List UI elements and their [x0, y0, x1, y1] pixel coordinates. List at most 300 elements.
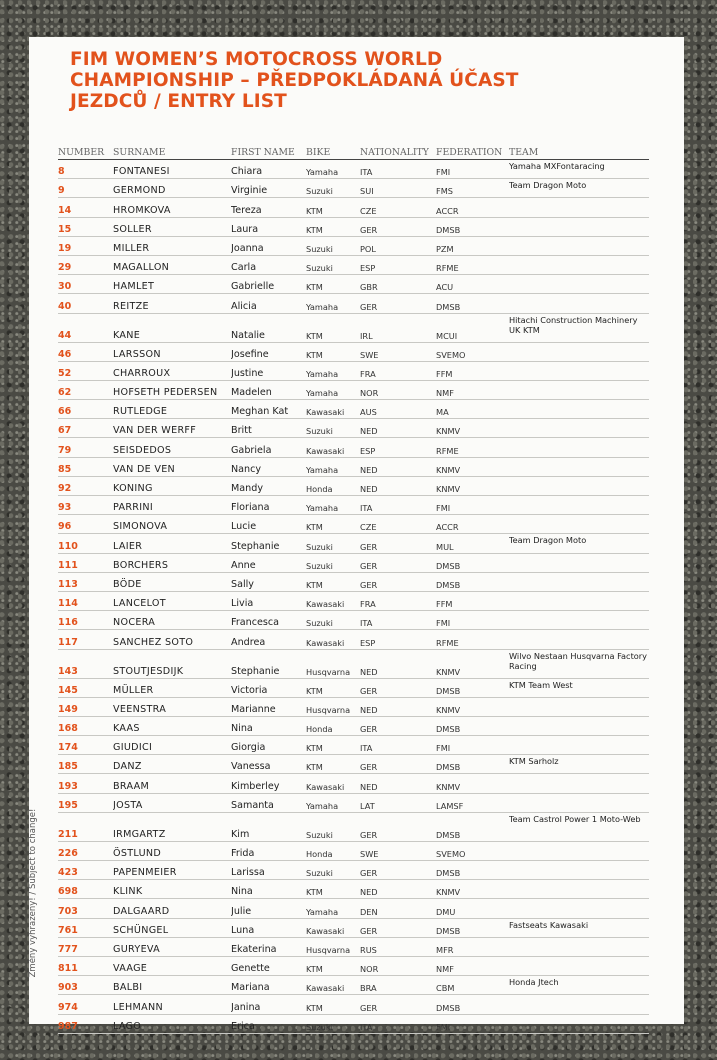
table-row	[58, 179, 649, 198]
cell-first-name: Joanna	[231, 236, 306, 255]
cell-first-name: Genette	[231, 956, 306, 975]
cell-bike: Suzuki	[306, 812, 360, 841]
table-row	[58, 736, 649, 755]
table-row	[58, 774, 649, 793]
col-header-number: NUMBER	[58, 147, 113, 160]
cell-first-name: Larissa	[231, 861, 306, 880]
cell-first-name: Giorgia	[231, 736, 306, 755]
cell-federation: ACCR	[436, 198, 509, 217]
cell-first-name: Meghan Kat	[231, 400, 306, 419]
cell-nationality: CZE	[360, 198, 436, 217]
cell-nationality: NED	[360, 774, 436, 793]
cell-team	[509, 774, 649, 793]
cell-team	[509, 400, 649, 419]
table-row	[58, 591, 649, 610]
table-row	[58, 255, 649, 274]
table-row	[58, 755, 649, 774]
table-row	[58, 313, 649, 342]
cell-team: Wilvo Nestaan Husqvarna Factory Racing	[509, 649, 649, 678]
cell-rider-number: 14	[58, 198, 113, 217]
cell-federation: MFR	[436, 937, 509, 956]
cell-first-name: Luna	[231, 918, 306, 937]
cell-surname: VEENSTRA	[113, 697, 231, 716]
cell-rider-number: 46	[58, 342, 113, 361]
cell-rider-number: 96	[58, 515, 113, 534]
table-row	[58, 976, 649, 995]
cell-federation: PZM	[436, 236, 509, 255]
cell-nationality: LAT	[360, 793, 436, 812]
table-row	[58, 275, 649, 294]
cell-federation: FFM	[436, 591, 509, 610]
cell-first-name: Nina	[231, 716, 306, 735]
table-row	[58, 793, 649, 812]
cell-bike: KTM	[306, 275, 360, 294]
cell-surname: PAPENMEIER	[113, 861, 231, 880]
cell-rider-number: 15	[58, 217, 113, 236]
cell-federation: NMF	[436, 380, 509, 399]
cell-nationality: BRA	[360, 976, 436, 995]
cell-federation: DMSB	[436, 217, 509, 236]
cell-nationality: NED	[360, 476, 436, 495]
cell-nationality: NED	[360, 419, 436, 438]
cell-first-name: Gabrielle	[231, 275, 306, 294]
cell-first-name: Ekaterina	[231, 937, 306, 956]
cell-nationality: NED	[360, 457, 436, 476]
table-row	[58, 812, 649, 841]
cell-rider-number: 79	[58, 438, 113, 457]
cell-surname: STOUTJESDIJK	[113, 649, 231, 678]
cell-surname: KAAS	[113, 716, 231, 735]
cell-federation: KNMV	[436, 774, 509, 793]
cell-nationality: GER	[360, 755, 436, 774]
cell-bike: KTM	[306, 880, 360, 899]
cell-federation: KNMV	[436, 697, 509, 716]
title-line: JEZDCŮ / ENTRY LIST	[70, 91, 287, 112]
cell-first-name: Mariana	[231, 976, 306, 995]
cell-nationality: NED	[360, 697, 436, 716]
cell-bike: KTM	[306, 342, 360, 361]
cell-surname: CHARROUX	[113, 361, 231, 380]
cell-federation: ACU	[436, 275, 509, 294]
table-row	[58, 1014, 649, 1033]
cell-federation: RFME	[436, 255, 509, 274]
cell-rider-number: 44	[58, 313, 113, 342]
cell-nationality: GER	[360, 678, 436, 697]
cell-rider-number: 777	[58, 937, 113, 956]
cell-bike: Husqvarna	[306, 649, 360, 678]
side-note: Změny vyhrazeny! / Subject to change!	[28, 808, 38, 978]
cell-nationality: FRA	[360, 361, 436, 380]
cell-first-name: Natalie	[231, 313, 306, 342]
col-header-nationality: NATIONALITY	[360, 147, 436, 160]
cell-rider-number: 114	[58, 591, 113, 610]
table-row	[58, 630, 649, 649]
cell-team: KTM Team West	[509, 678, 649, 697]
cell-surname: HROMKOVA	[113, 198, 231, 217]
cell-surname: LEHMANN	[113, 995, 231, 1014]
cell-team	[509, 611, 649, 630]
cell-rider-number: 92	[58, 476, 113, 495]
cell-bike: Yamaha	[306, 899, 360, 918]
cell-rider-number: 116	[58, 611, 113, 630]
cell-first-name: Stephanie	[231, 534, 306, 553]
table-row	[58, 918, 649, 937]
table-row	[58, 861, 649, 880]
cell-bike: Suzuki	[306, 419, 360, 438]
cell-rider-number: 193	[58, 774, 113, 793]
cell-nationality: NOR	[360, 956, 436, 975]
table-row	[58, 438, 649, 457]
table-row	[58, 236, 649, 255]
col-header-team: TEAM	[509, 147, 649, 160]
cell-surname: RUTLEDGE	[113, 400, 231, 419]
cell-federation: RFME	[436, 630, 509, 649]
title-line: CHAMPIONSHIP – PŘEDPOKLÁDANÁ ÚČAST	[70, 70, 519, 91]
cell-nationality: ITA	[360, 736, 436, 755]
table-row	[58, 553, 649, 572]
cell-team	[509, 275, 649, 294]
cell-surname: SCHÜNGEL	[113, 918, 231, 937]
cell-team	[509, 861, 649, 880]
cell-bike: Honda	[306, 476, 360, 495]
cell-federation: SVEMO	[436, 841, 509, 860]
cell-bike: Husqvarna	[306, 937, 360, 956]
table-row	[58, 476, 649, 495]
table-row	[58, 678, 649, 697]
cell-surname: KLINK	[113, 880, 231, 899]
cell-federation: ACCR	[436, 515, 509, 534]
cell-rider-number: 111	[58, 553, 113, 572]
cell-federation: FMI	[436, 496, 509, 515]
cell-nationality: DEN	[360, 899, 436, 918]
cell-first-name: Kim	[231, 812, 306, 841]
cell-first-name: Erica	[231, 1014, 306, 1033]
cell-rider-number: 113	[58, 572, 113, 591]
cell-first-name: Julie	[231, 899, 306, 918]
cell-nationality: NED	[360, 880, 436, 899]
cell-surname: SEISDEDOS	[113, 438, 231, 457]
cell-nationality: GBR	[360, 275, 436, 294]
cell-rider-number: 761	[58, 918, 113, 937]
table-row	[58, 496, 649, 515]
cell-nationality: ESP	[360, 438, 436, 457]
cell-federation: DMSB	[436, 812, 509, 841]
table-row	[58, 572, 649, 591]
cell-surname: VAAGE	[113, 956, 231, 975]
cell-rider-number: 698	[58, 880, 113, 899]
cell-rider-number: 903	[58, 976, 113, 995]
cell-surname: JOSTA	[113, 793, 231, 812]
cell-rider-number: 117	[58, 630, 113, 649]
table-row	[58, 937, 649, 956]
table-row	[58, 198, 649, 217]
cell-surname: VAN DE VEN	[113, 457, 231, 476]
cell-federation: SVEMO	[436, 342, 509, 361]
cell-rider-number: 174	[58, 736, 113, 755]
cell-federation: KNMV	[436, 457, 509, 476]
cell-bike: KTM	[306, 736, 360, 755]
cell-rider-number: 145	[58, 678, 113, 697]
cell-bike: Yamaha	[306, 294, 360, 313]
cell-federation: MA	[436, 400, 509, 419]
cell-surname: LAIER	[113, 534, 231, 553]
table-header-row	[58, 147, 649, 160]
table-row	[58, 217, 649, 236]
table-row	[58, 716, 649, 735]
cell-team	[509, 496, 649, 515]
cell-bike: Honda	[306, 716, 360, 735]
cell-surname: BORCHERS	[113, 553, 231, 572]
entry-list-table	[58, 147, 649, 1034]
cell-surname: BÖDE	[113, 572, 231, 591]
cell-bike: Kawasaki	[306, 438, 360, 457]
cell-nationality: GER	[360, 918, 436, 937]
cell-federation: DMSB	[436, 553, 509, 572]
cell-first-name: Lucie	[231, 515, 306, 534]
cell-first-name: Tereza	[231, 198, 306, 217]
cell-team	[509, 515, 649, 534]
cell-first-name: Carla	[231, 255, 306, 274]
cell-bike: Kawasaki	[306, 976, 360, 995]
cell-bike: Husqvarna	[306, 697, 360, 716]
cell-nationality: ESP	[360, 630, 436, 649]
cell-team	[509, 716, 649, 735]
cell-team	[509, 294, 649, 313]
cell-first-name: Janina	[231, 995, 306, 1014]
cell-federation: DMSB	[436, 918, 509, 937]
cell-nationality: ITA	[360, 496, 436, 515]
cell-team	[509, 841, 649, 860]
cell-nationality: SWE	[360, 342, 436, 361]
cell-rider-number: 211	[58, 812, 113, 841]
cell-nationality: CZE	[360, 515, 436, 534]
cell-rider-number: 195	[58, 793, 113, 812]
cell-rider-number: 93	[58, 496, 113, 515]
cell-team: Team Dragon Moto	[509, 534, 649, 553]
cell-bike: Kawasaki	[306, 918, 360, 937]
table-row	[58, 534, 649, 553]
cell-nationality: GER	[360, 716, 436, 735]
cell-first-name: Mandy	[231, 476, 306, 495]
table-row	[58, 361, 649, 380]
cell-first-name: Livia	[231, 591, 306, 610]
col-header-federation: FEDERATION	[436, 147, 509, 160]
cell-rider-number: 811	[58, 956, 113, 975]
cell-bike: Suzuki	[306, 861, 360, 880]
cell-bike: KTM	[306, 515, 360, 534]
cell-bike: Suzuki	[306, 255, 360, 274]
cell-surname: DANZ	[113, 755, 231, 774]
cell-first-name: Alicia	[231, 294, 306, 313]
cell-first-name: Laura	[231, 217, 306, 236]
table-row	[58, 457, 649, 476]
cell-rider-number: 67	[58, 419, 113, 438]
cell-rider-number: 8	[58, 160, 113, 179]
cell-team	[509, 553, 649, 572]
cell-team	[509, 956, 649, 975]
cell-team	[509, 342, 649, 361]
table-row	[58, 342, 649, 361]
cell-bike: KTM	[306, 678, 360, 697]
cell-surname: MAGALLON	[113, 255, 231, 274]
table-row	[58, 956, 649, 975]
cell-federation: CBM	[436, 976, 509, 995]
cell-rider-number: 143	[58, 649, 113, 678]
cell-bike: Kawasaki	[306, 630, 360, 649]
cell-bike: Suzuki	[306, 534, 360, 553]
cell-nationality: GER	[360, 812, 436, 841]
cell-team	[509, 793, 649, 812]
cell-bike: KTM	[306, 995, 360, 1014]
cell-nationality: NOR	[360, 380, 436, 399]
cell-federation: KNMV	[436, 419, 509, 438]
cell-federation: KNMV	[436, 476, 509, 495]
cell-federation: DMSB	[436, 716, 509, 735]
cell-team	[509, 937, 649, 956]
cell-federation: FMS	[436, 179, 509, 198]
cell-first-name: Josefine	[231, 342, 306, 361]
cell-rider-number: 703	[58, 899, 113, 918]
cell-team: Team Castrol Power 1 Moto-Web	[509, 812, 649, 841]
cell-bike: Suzuki	[306, 236, 360, 255]
cell-federation: DMSB	[436, 678, 509, 697]
cell-first-name: Samanta	[231, 793, 306, 812]
cell-bike: Yamaha	[306, 160, 360, 179]
cell-team: Yamaha MXFontaracing	[509, 160, 649, 179]
page-title	[70, 49, 570, 112]
cell-nationality: SWE	[360, 841, 436, 860]
cell-surname: MILLER	[113, 236, 231, 255]
cell-nationality: ITA	[360, 611, 436, 630]
cell-nationality: GER	[360, 553, 436, 572]
table-row	[58, 649, 649, 678]
cell-team	[509, 591, 649, 610]
cell-bike: Yamaha	[306, 457, 360, 476]
cell-federation: KNMV	[436, 649, 509, 678]
table-row	[58, 841, 649, 860]
cell-bike: KTM	[306, 755, 360, 774]
cell-nationality: GER	[360, 217, 436, 236]
cell-surname: HOFSETH PEDERSEN	[113, 380, 231, 399]
cell-team: KTM Sarholz	[509, 755, 649, 774]
cell-team: Honda Jtech	[509, 976, 649, 995]
cell-surname: GURYEVA	[113, 937, 231, 956]
cell-rider-number: 226	[58, 841, 113, 860]
cell-first-name: Chiara	[231, 160, 306, 179]
cell-federation: FFM	[436, 361, 509, 380]
cell-rider-number: 9	[58, 179, 113, 198]
cell-federation: KNMV	[436, 880, 509, 899]
cell-team	[509, 198, 649, 217]
cell-team	[509, 736, 649, 755]
cell-federation: FMI	[436, 736, 509, 755]
cell-rider-number: 52	[58, 361, 113, 380]
cell-first-name: Victoria	[231, 678, 306, 697]
table-row	[58, 697, 649, 716]
cell-federation: FMI	[436, 160, 509, 179]
cell-surname: MÜLLER	[113, 678, 231, 697]
cell-first-name: Nancy	[231, 457, 306, 476]
cell-nationality: AUS	[360, 400, 436, 419]
cell-team	[509, 361, 649, 380]
cell-bike: Kawasaki	[306, 774, 360, 793]
cell-team: Fastseats Kawasaki	[509, 918, 649, 937]
cell-federation: DMSB	[436, 294, 509, 313]
cell-federation: DMSB	[436, 861, 509, 880]
cell-first-name: Madelen	[231, 380, 306, 399]
cell-surname: KANE	[113, 313, 231, 342]
cell-surname: SANCHEZ SOTO	[113, 630, 231, 649]
cell-nationality: NED	[360, 649, 436, 678]
cell-rider-number: 168	[58, 716, 113, 735]
cell-team	[509, 995, 649, 1014]
cell-team	[509, 419, 649, 438]
cell-bike: Yamaha	[306, 496, 360, 515]
cell-nationality: RUS	[360, 937, 436, 956]
cell-surname: BRAAM	[113, 774, 231, 793]
cell-surname: SIMONOVA	[113, 515, 231, 534]
cell-bike: Yamaha	[306, 793, 360, 812]
cell-team: Hitachi Construction Machinery UK KTM	[509, 313, 649, 342]
cell-surname: REITZE	[113, 294, 231, 313]
cell-bike: Suzuki	[306, 611, 360, 630]
cell-surname: SOLLER	[113, 217, 231, 236]
table-row	[58, 294, 649, 313]
cell-team	[509, 255, 649, 274]
cell-first-name: Sally	[231, 572, 306, 591]
cell-rider-number: 423	[58, 861, 113, 880]
table-row	[58, 515, 649, 534]
cell-team	[509, 380, 649, 399]
cell-federation: FMI	[436, 1014, 509, 1033]
cell-rider-number: 987	[58, 1014, 113, 1033]
cell-nationality: ITA	[360, 1014, 436, 1033]
table-row	[58, 419, 649, 438]
cell-team	[509, 476, 649, 495]
cell-first-name: Vanessa	[231, 755, 306, 774]
cell-bike: Yamaha	[306, 380, 360, 399]
cell-first-name: Britt	[231, 419, 306, 438]
cell-surname: HAMLET	[113, 275, 231, 294]
cell-federation: DMSB	[436, 755, 509, 774]
cell-team: Team Dragon Moto	[509, 179, 649, 198]
cell-bike: KTM	[306, 572, 360, 591]
cell-nationality: IRL	[360, 313, 436, 342]
cell-bike: Kawasaki	[306, 400, 360, 419]
cell-nationality: ESP	[360, 255, 436, 274]
cell-team	[509, 697, 649, 716]
cell-rider-number: 66	[58, 400, 113, 419]
cell-federation: MCUI	[436, 313, 509, 342]
cell-team	[509, 880, 649, 899]
cell-first-name: Justine	[231, 361, 306, 380]
cell-surname: NOCERA	[113, 611, 231, 630]
table-row	[58, 160, 649, 179]
cell-rider-number: 974	[58, 995, 113, 1014]
table-row	[58, 380, 649, 399]
title-line: FIM WOMEN’S MOTOCROSS WORLD	[70, 49, 443, 70]
col-header-bike: BIKE	[306, 147, 360, 160]
cell-surname: BALBI	[113, 976, 231, 995]
cell-nationality: ITA	[360, 160, 436, 179]
cell-nationality: GER	[360, 861, 436, 880]
cell-federation: DMSB	[436, 572, 509, 591]
cell-surname: GIUDICI	[113, 736, 231, 755]
cell-first-name: Kimberley	[231, 774, 306, 793]
cell-federation: DMSB	[436, 995, 509, 1014]
cell-nationality: SUI	[360, 179, 436, 198]
cell-team	[509, 236, 649, 255]
